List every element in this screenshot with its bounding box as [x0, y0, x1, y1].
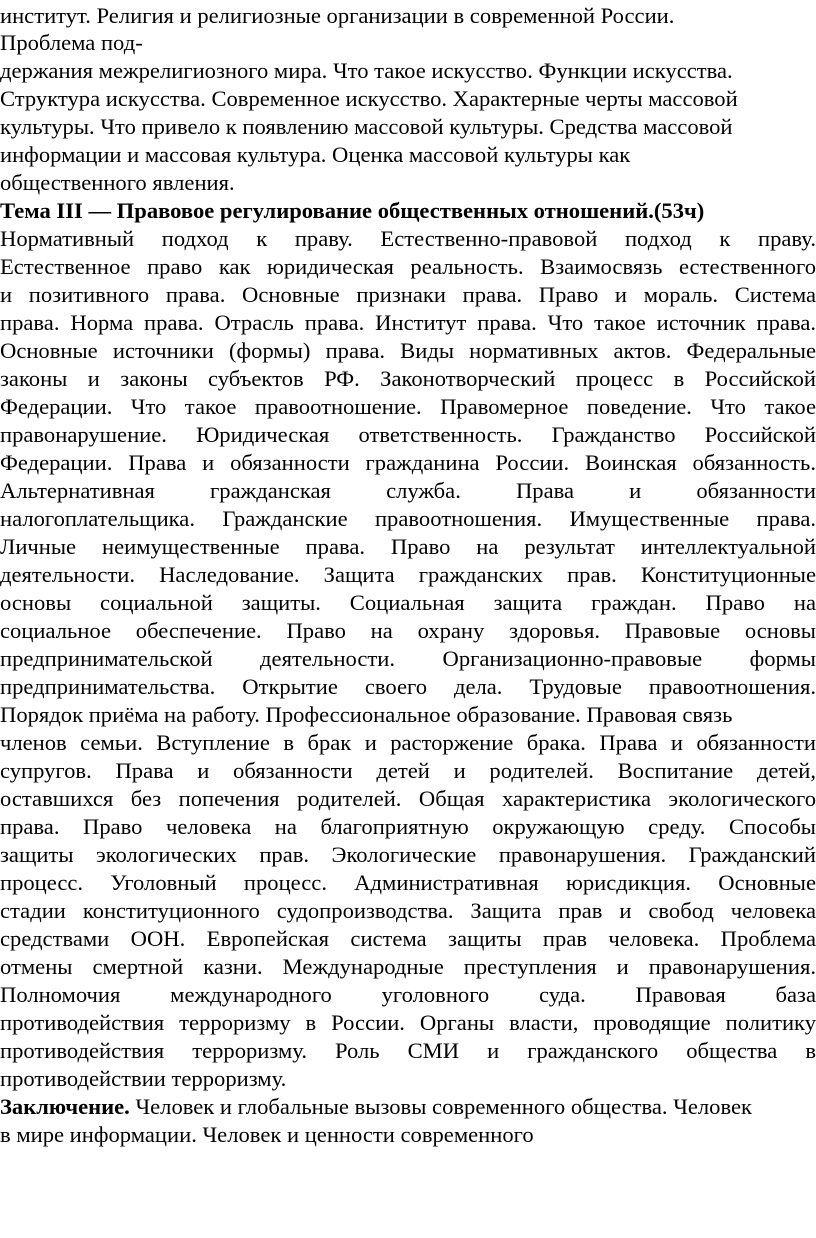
body-line: стадии конституционного судопроизводства. Защита прав и свобод человека	[0, 898, 816, 923]
body-line: Естественное право как юридическая реальность. Взаимосвязь естественного	[0, 254, 816, 279]
body-line: права. Норма права. Отрасль права. Институт права. Что такое источник права.	[0, 310, 816, 335]
body-line: налогоплательщика. Гражданские правоотношения. Имущественные права.	[0, 506, 816, 531]
intro-line: Структура искусства. Современное искусство. Характерные черты массовой	[0, 86, 738, 111]
body-line: и позитивного права. Основные признаки права. Право и мораль. Система	[0, 282, 816, 307]
body-line: права. Право человека на благоприятную окружающую среду. Способы	[0, 814, 816, 839]
body-line: правонарушение. Юридическая ответственность. Гражданство Российской	[0, 422, 816, 447]
conclusion-line	[0, 1093, 816, 1120]
body-line: предпринимательства. Открытие своего дела. Трудовые правоотношения.	[0, 674, 816, 699]
body-line: противодействия терроризму. Роль СМИ и гражданского общества в	[0, 1038, 816, 1063]
intro-line: общественного явления.	[0, 170, 235, 195]
body-line: Основные источники (формы) права. Виды нормативных актов. Федеральные	[0, 338, 816, 363]
intro-line: институт. Религия и религиозные организации в современной России.	[0, 3, 675, 28]
body-line: супругов. Права и обязанности детей и родителей. Воспитание детей,	[0, 758, 816, 783]
body-line: Альтернативная гражданская служба. Права и обязанности	[0, 478, 816, 503]
body-line: социальное обеспечение. Право на охрану здоровья. Правовые основы	[0, 618, 816, 643]
body-line: отмены смертной казни. Международные преступления и правонарушения.	[0, 954, 816, 979]
body-line: законы и законы субъектов РФ. Законотворческий процесс в Российской	[0, 366, 816, 391]
conclusion-label: Заключение.	[0, 1094, 130, 1119]
body-line: деятельности. Наследование. Защита гражданских прав. Конституционные	[0, 562, 816, 587]
body-line: Федерации. Что такое правоотношение. Правомерное поведение. Что такое	[0, 394, 816, 419]
conclusion-text: Человек и глобальные вызовы современного общества. Человек	[129, 1094, 753, 1119]
conclusion-line: в мире информации. Человек и ценности современного	[0, 1122, 534, 1147]
body-line: процесс. Уголовный процесс. Административная юрисдикция. Основные	[0, 870, 816, 895]
intro-line: информации и массовая культура. Оценка массовой культуры как	[0, 142, 631, 167]
section-heading: Тема III — Правовое регулирование общественных отношений.(53ч)	[0, 198, 705, 223]
body-line: Федерации. Права и обязанности гражданина России. Воинская обязанность.	[0, 450, 816, 475]
body-line: защиты экологических прав. Экологические правонарушения. Гражданский	[0, 842, 816, 867]
body-line: оставшихся без попечения родителей. Общая характеристика экологического	[0, 786, 816, 811]
body-line: противодействия терроризму в России. Органы власти, проводящие политику	[0, 1010, 816, 1035]
intro-line: Проблема под-	[0, 30, 143, 55]
intro-line: держания межрелигиозного мира. Что такое искусство. Функции искусства.	[0, 58, 733, 83]
body-line: противодействии терроризму.	[0, 1066, 287, 1091]
body-line: предпринимательской деятельности. Организационно-правовые формы	[0, 646, 816, 671]
body-line: Порядок приёма на работу. Профессиональное образование. Правовая связь	[0, 702, 733, 727]
intro-line: культуры. Что привело к появлению массовой культуры. Средства массовой	[0, 114, 733, 139]
body-line: средствами ООН. Европейская система защиты прав человека. Проблема	[0, 926, 816, 951]
body-line: основы социальной защиты. Социальная защита граждан. Право на	[0, 590, 816, 615]
body-line: Нормативный подход к праву. Естественно-правовой подход к праву.	[0, 226, 816, 251]
body-line: членов семьи. Вступление в брак и расторжение брака. Права и обязанности	[0, 730, 816, 755]
body-line: Полномочия международного уголовного суда. Правовая база	[0, 982, 816, 1007]
body-line: Личные неимущественные права. Право на результат интеллектуальной	[0, 534, 816, 559]
